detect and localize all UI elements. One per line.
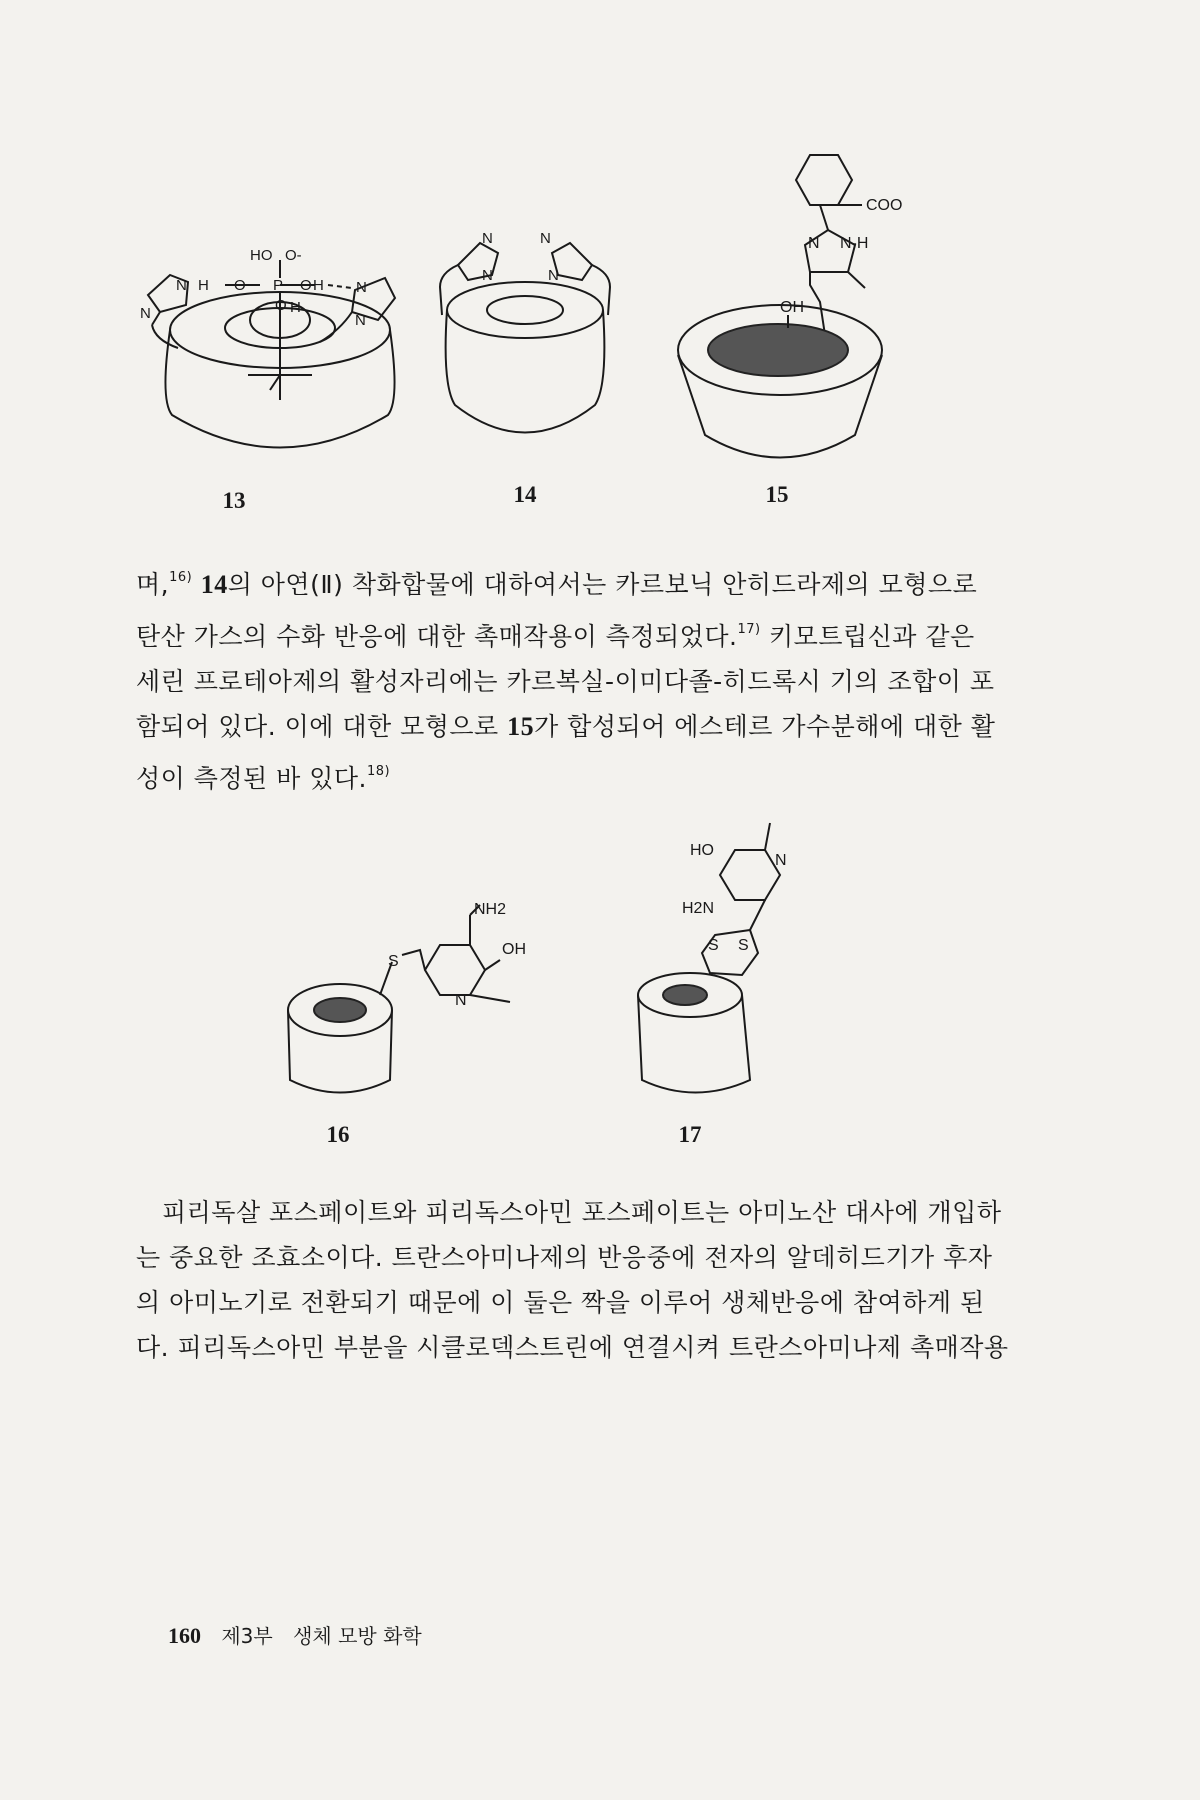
page-number: 160 bbox=[168, 1623, 201, 1648]
compound-17-structure bbox=[630, 805, 830, 1105]
n-text: N bbox=[775, 852, 787, 869]
n2-text: N bbox=[482, 267, 493, 284]
compound-13-label: 13 bbox=[222, 488, 246, 513]
oh-text: OH bbox=[502, 941, 526, 958]
n3-text: N bbox=[540, 230, 551, 247]
paragraph-2-line-4: 다. 피리독스아민 부분을 시클로덱스트린에 연결시켜 트란스아미나제 촉매작용 bbox=[136, 1333, 1009, 1362]
paragraph-2-line-1: 피리독살 포스페이트와 피리독스아민 포스페이트는 아미노산 대사에 개입하 bbox=[162, 1198, 1002, 1227]
compound-13-structure bbox=[130, 230, 430, 490]
o2-text: O bbox=[300, 277, 312, 294]
compound-15-svg bbox=[670, 140, 940, 480]
compound-17-label: 17 bbox=[678, 1122, 702, 1147]
n3-text: N bbox=[356, 279, 367, 296]
n2-text: N bbox=[140, 305, 151, 322]
oh-text: OH bbox=[780, 299, 804, 316]
page-footer bbox=[168, 1620, 436, 1649]
compound-16-label: 16 bbox=[326, 1122, 350, 1147]
compound-16-svg bbox=[280, 880, 540, 1110]
n1-text: N bbox=[482, 230, 493, 247]
n-text: N bbox=[808, 235, 820, 252]
n4-text: N bbox=[355, 312, 366, 329]
o1-text: O bbox=[234, 277, 246, 294]
s-text: S bbox=[388, 953, 399, 970]
part-label: 제3부 bbox=[221, 1624, 273, 1648]
paragraph-2 bbox=[136, 1190, 1054, 1370]
h1-text: H bbox=[198, 277, 209, 294]
ho-text: HO bbox=[250, 247, 273, 264]
paragraph-1-line-1: 며,$^{16)}$ 14의 아연(Ⅱ) 착화합물에 대하여서는 카르보닉 안히드라제의 모형으로 bbox=[136, 570, 978, 599]
compound-15-label: 15 bbox=[765, 482, 789, 507]
paragraph-1-line-3: 세린 프로테아제의 활성자리에는 카르복실-이미다졸-히드록시 기의 조합이 포 bbox=[136, 667, 995, 696]
n4-text: N bbox=[548, 267, 559, 284]
coo-text: COO bbox=[866, 197, 903, 214]
compound-15-structure bbox=[670, 140, 940, 480]
n1-text: N bbox=[176, 277, 187, 294]
compound-13-svg bbox=[130, 230, 430, 490]
h2n-text: H2N bbox=[682, 900, 715, 917]
section-title: 생체 모방 화학 bbox=[293, 1624, 422, 1648]
compound-16-structure bbox=[280, 880, 540, 1110]
paragraph-1-line-5: 성이 측정된 바 있다.$^{18)}$ bbox=[136, 764, 391, 793]
o-minus-text: O- bbox=[285, 247, 302, 264]
h3-text: H bbox=[290, 299, 301, 316]
nh2-text: NH2 bbox=[474, 901, 507, 918]
s2-text: S bbox=[738, 937, 749, 954]
h2-text: H bbox=[313, 277, 324, 294]
paragraph-1-line-2: 탄산 가스의 수화 반응에 대한 촉매작용이 측정되었다.$^{17)}$ 키모트립신과 같은 bbox=[136, 622, 975, 651]
paragraph-1 bbox=[136, 555, 1054, 801]
o3-text: O bbox=[275, 297, 287, 314]
ho-text: HO bbox=[690, 842, 714, 859]
compound-17-svg bbox=[630, 805, 830, 1105]
nh-text: N-H bbox=[840, 235, 869, 252]
compound-14-label: 14 bbox=[513, 482, 537, 507]
p-text: P bbox=[273, 277, 284, 294]
paragraph-1-line-4: 함되어 있다. 이에 대한 모형으로 15가 합성되어 에스테르 가수분해에 대한 활 bbox=[136, 712, 996, 741]
paragraph-2-line-2: 는 중요한 조효소이다. 트란스아미나제의 반응중에 전자의 알데히드기가 후자 bbox=[136, 1243, 993, 1272]
compound-14-svg bbox=[430, 225, 620, 475]
n-text: N bbox=[455, 992, 467, 1009]
compound-14-structure bbox=[430, 225, 620, 475]
s1-text: S bbox=[708, 937, 719, 954]
paragraph-2-line-3: 의 아미노기로 전환되기 때문에 이 둘은 짝을 이루어 생체반응에 참여하게 된 bbox=[136, 1288, 985, 1317]
